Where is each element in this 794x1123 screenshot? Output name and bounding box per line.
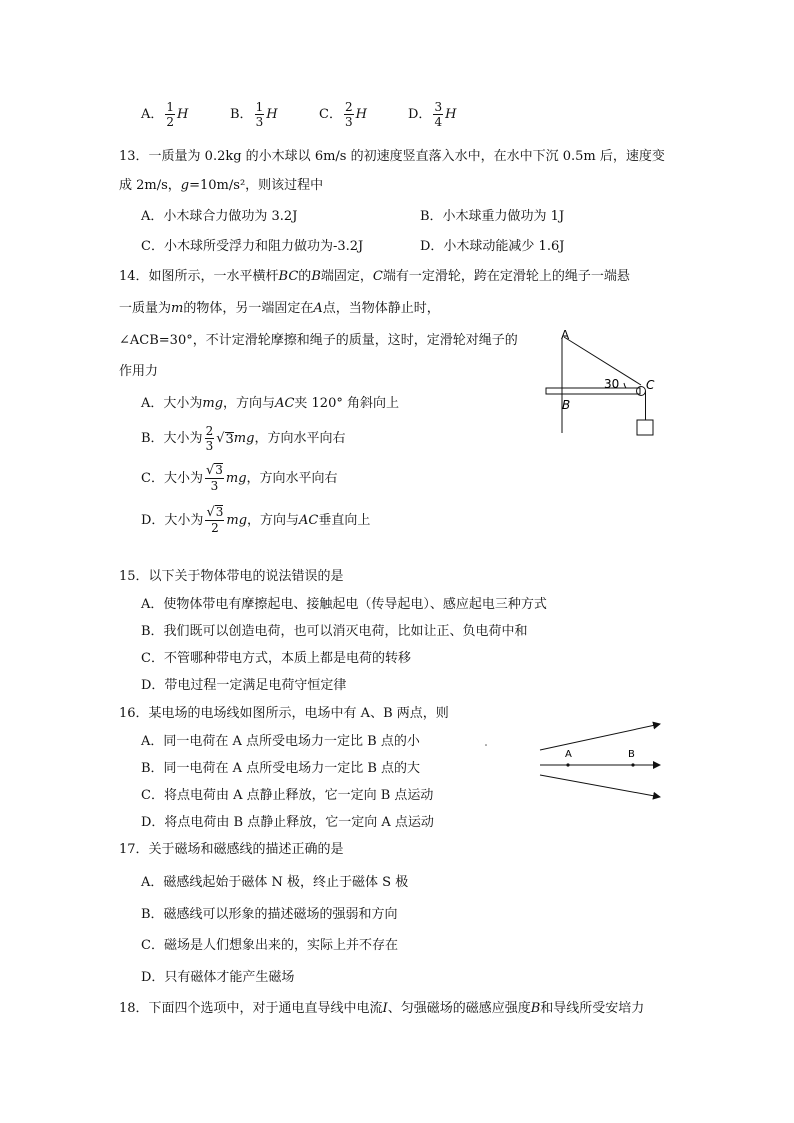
q15-option-a: A．使物体带电有摩擦起电、接触起电（传导起电）、感应起电三种方式 xyxy=(141,597,547,612)
q14-stem-line3: ∠ACB=30°，不计定滑轮摩擦和绳子的质量，这时，定滑轮对绳子的 xyxy=(119,333,518,348)
q16-option-b: B．同一电荷在 A 点所受电场力一定比 B 点的大 xyxy=(141,761,421,776)
label-b: B xyxy=(562,398,571,412)
q17-option-b: B．磁感线可以形象的描述磁场的强弱和方向 xyxy=(141,907,398,922)
sqrt-radicand: 3 xyxy=(225,431,234,447)
label-a: A xyxy=(561,328,570,342)
q13-option-b: B．小木球重力做功为 1J xyxy=(420,209,565,224)
hanging-mass xyxy=(637,420,653,435)
q15-option-d: D．带电过程一定满足电荷守恒定律 xyxy=(141,678,347,693)
fraction: $\frac{2}{3}$ xyxy=(205,424,214,453)
q15-stem: 15．以下关于物体带电的说法错误的是 xyxy=(119,569,344,584)
q13-stem-line2: 成 2m/s，g=10m/s²，则该过程中 xyxy=(119,178,324,193)
fraction: $\frac{√3}{2}$ xyxy=(206,505,224,535)
q13-option-a: A．小木球合力做功为 3.2J xyxy=(141,209,298,224)
q14-stem-line4: 作用力 xyxy=(119,364,159,379)
fraction: $\frac{3}{4}$ xyxy=(434,100,443,129)
q16-stem: 16．某电场的电场线如图所示，电场中有 A、B 两点，则 xyxy=(119,706,449,721)
q14-option-d: D．大小为 $\frac{√3}{2}$ mg ，方向与 AC 垂直向上 xyxy=(141,505,371,535)
option-letter: C． xyxy=(319,107,342,122)
variable: H xyxy=(445,107,457,122)
fraction: $\frac{1}{3}$ xyxy=(255,100,264,129)
point-a xyxy=(566,763,569,766)
label-c: C xyxy=(646,378,655,392)
variable: H xyxy=(177,107,189,122)
fraction: $\frac{1}{2}$ xyxy=(166,100,175,129)
q12-option-a xyxy=(141,100,230,129)
q16-option-d: D．将点电荷由 B 点静止释放，它一定向 A 点运动 xyxy=(141,815,434,830)
variable: H xyxy=(266,107,278,122)
q12-option-c xyxy=(319,100,408,129)
q13-stem-line1: 13．一质量为 0.2kg 的小木球以 6m/s 的初速度竖直落入水中，在水中下沉 0.5m 后，速度变 xyxy=(119,149,665,164)
label-angle: 30 xyxy=(604,377,620,391)
q16-field-lines-figure xyxy=(480,715,670,805)
field-line-upper xyxy=(540,724,660,750)
option-letter: A． xyxy=(141,107,164,122)
option-letter: D． xyxy=(408,107,432,122)
q12-option-b xyxy=(230,100,319,129)
point-b xyxy=(631,763,634,766)
q12-option-d xyxy=(408,100,456,129)
option-letter: B． xyxy=(230,107,253,122)
q14-option-b: B．大小为 $\frac{2}{3}$ √ 3 mg ，方向水平向右 xyxy=(141,424,346,453)
q17-option-a: A．磁感线起始于磁体 N 极，终止于磁体 S 极 xyxy=(141,875,409,890)
q14-pulley-figure xyxy=(540,325,670,445)
q15-option-b: B．我们既可以创造电荷，也可以消灭电荷，比如让正、负电荷中和 xyxy=(141,624,528,639)
q17-stem: 17．关于磁场和磁感线的描述正确的是 xyxy=(119,842,344,857)
q18-stem: 18．下面四个选项中，对于通电直导线中电流I、匀强磁场的磁感应强度B和导线所受安培力 xyxy=(119,1001,645,1016)
q14-stem-line2: 一质量为m的物体，另一端固定在A点，当物体静止时， xyxy=(119,301,440,316)
fraction: $\frac{2}{3}$ xyxy=(344,100,353,129)
q15-option-c: C．不管哪种带电方式，本质上都是电荷的转移 xyxy=(141,651,411,666)
label-b: B xyxy=(628,749,635,760)
horizontal-rod xyxy=(546,388,640,394)
sqrt-symbol: √ xyxy=(216,431,225,446)
q17-option-c: C．磁场是人们想象出来的，实际上并不存在 xyxy=(141,938,398,953)
pulley-icon xyxy=(637,387,646,396)
angle-arc xyxy=(624,383,626,388)
q14-option-a: A．大小为mg，方向与AC夹 120° 角斜向上 xyxy=(141,396,399,411)
label-a: A xyxy=(565,749,572,760)
fraction: $\frac{√3}{3}$ xyxy=(205,463,223,493)
q17-option-d: D．只有磁体才能产生磁场 xyxy=(141,970,295,985)
q16-option-a: A．同一电荷在 A 点所受电场力一定比 B 点的小 xyxy=(141,734,420,749)
q12-options xyxy=(141,100,456,129)
q13-option-d: D．小木球动能减少 1.6J xyxy=(420,239,565,254)
field-line-lower xyxy=(540,775,660,797)
q16-option-c: C．将点电荷由 A 点静止释放，它一定向 B 点运动 xyxy=(141,788,434,803)
q14-stem-line1: 14．如图所示，一水平横杆BC的B端固定，C端有一定滑轮，跨在定滑轮上的绳子一端悬 xyxy=(119,269,630,284)
stray-dot xyxy=(485,744,487,746)
q14-option-c: C．大小为 $\frac{√3}{3}$ mg ，方向水平向右 xyxy=(141,463,338,493)
variable: H xyxy=(355,107,367,122)
q13-option-c: C．小木球所受浮力和阻力做功为-3.2J xyxy=(141,239,364,254)
rope-ac xyxy=(564,337,641,385)
